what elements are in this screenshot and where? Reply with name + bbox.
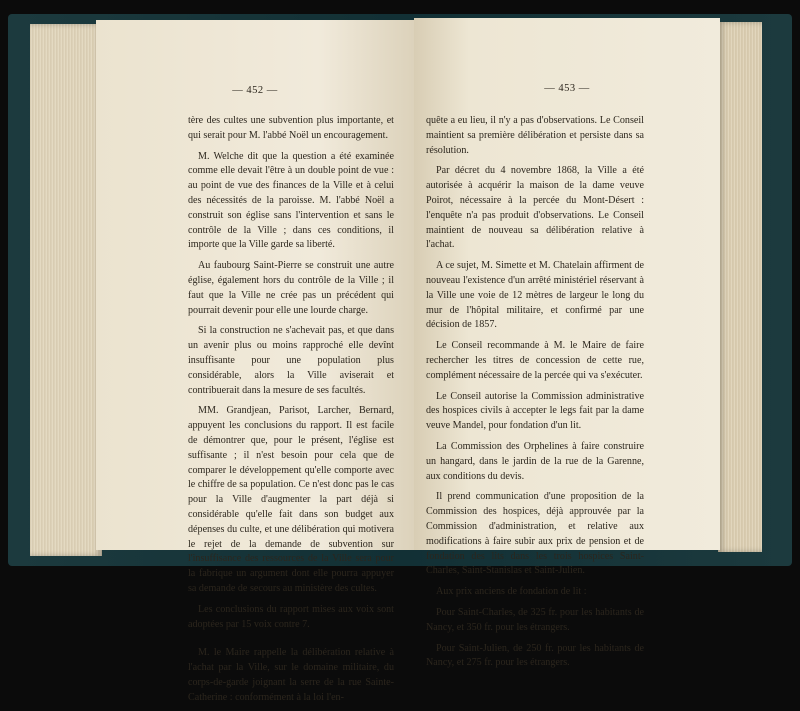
paragraph: Il prend communication d'une proposition de la Commission des hospices, déjà approuvée par la Commission d'administration, et relative aux modifications à faire subir aux prix de pension et de fondation des lits dans les trois hospices Saint-Charles, Saint-Stanislas et Saint-Julien.	[426, 491, 644, 577]
right-page	[414, 18, 720, 669]
paragraph: quête a eu lieu, il n'y a pas d'observations. Le Conseil maintient sa première délibération et persiste dans sa résolution.	[426, 115, 644, 156]
paragraph: Si la construction ne s'achevait pas, et que dans un avenir plus ou moins rapproché elle devînt insuffisante pour une population plus considérable, alors la Ville aviserait et contribuerait dans la mesure de ses facultés.	[188, 325, 394, 396]
paragraph: M. Welche dit que la question a été examinée comme elle devait l'être à un double point de vue : au point de vue des finances de la Ville et à celui des nécessités de la paroisse. M. l'abbé Noël a construit son église sans l'intervention et sans le contrôle de la Ville ; dans ces conditions, il importe que la Ville garde sa liberté.	[188, 150, 394, 251]
right-page-text	[426, 114, 644, 677]
page-edges-right	[718, 22, 762, 552]
left-page-text	[188, 114, 394, 711]
paragraph: Par décret du 4 novembre 1868, la Ville a été autorisée à acquérir la maison de la dame veuve Poirot, nécessaire à la percée du Mont-Désert : l'enquête n'a pas produit d'observations. Le Conseil maintient de nouveau sa délibération relative à l'achat.	[426, 165, 644, 251]
paragraph: M. le Maire rappelle la délibération relative à l'achat par la Ville, sur le domaine militaire, du corps-de-garde joignant la serre de la rue Sainte-Catherine : conformément à la loi l'en-	[188, 647, 394, 703]
paragraph: Pour Saint-Charles, de 325 fr. pour les habitants de Nancy, et 350 fr. pour les étrangers.	[426, 606, 644, 633]
paragraph: MM. Grandjean, Parisot, Larcher, Bernard, appuyent les conclusions du rapport. Il est facile de démontrer que, pour le présent, l'église est suffisante ; il n'est besoin pour cela que de comparer le développement qu'elle comporte avec le chiffre de sa population. Ce n'est donc pas le cas pour la Ville d'augmenter la part déjà si considérable qu'elle fait dans son budget aux dépenses du culte, et une délibération qui motivera le rejet de la demande de subvention sur l'insuffisance des ressources de la Ville sera pour la fabrique un argument dont elle pourra appuyer sa demande de secours au ministère des cultes.	[188, 405, 394, 594]
paragraph: La Commission des Orphelines à faire construire un hangard, dans le jardin de la rue de la Garenne, aux conditions du devis.	[426, 440, 644, 482]
paragraph: tère des cultes une subvention plus importante, et qui serait pour M. l'abbé Noël un encouragement.	[188, 115, 394, 141]
right-page-number: — 453 —	[544, 83, 590, 94]
paragraph: Le Conseil recommande à M. le Maire de faire rechercher les titres de concession de cette rue, complément nécessaire de la percée qui va s'exécuter.	[426, 340, 644, 381]
left-page	[96, 20, 414, 703]
paragraph: Le Conseil autorise la Commission administrative des hospices civils à accepter le legs fait par la dame veuve Mandel, pour fondation d'un lit.	[426, 390, 644, 432]
paragraph: Au faubourg Saint-Pierre se construit une autre église, également hors du contrôle de la Ville ; il faut que la Ville ne crée pas un précédent qui pourrait devenir pour elle une lourde charge.	[188, 260, 394, 316]
left-page-number: — 452 —	[232, 85, 278, 96]
paragraph: A ce sujet, M. Simette et M. Chatelain affirment de nouveau l'existence d'un arrêté ministériel réservant à la Ville une voie de 12 mètres de largeur le long du mur de l'hôpital militaire, et confirmé par une décision de 1857.	[426, 260, 644, 331]
paragraph: Pour Saint-Julien, de 250 fr. pour les habitants de Nancy, et 275 fr. pour les étrangers.	[426, 642, 644, 669]
page-edges-left	[30, 24, 102, 556]
paragraph: Aux prix anciens de fondation de lit :	[436, 586, 587, 598]
paragraph: Les conclusions du rapport mises aux voix sont adoptées par 15 voix contre 7.	[188, 603, 394, 630]
